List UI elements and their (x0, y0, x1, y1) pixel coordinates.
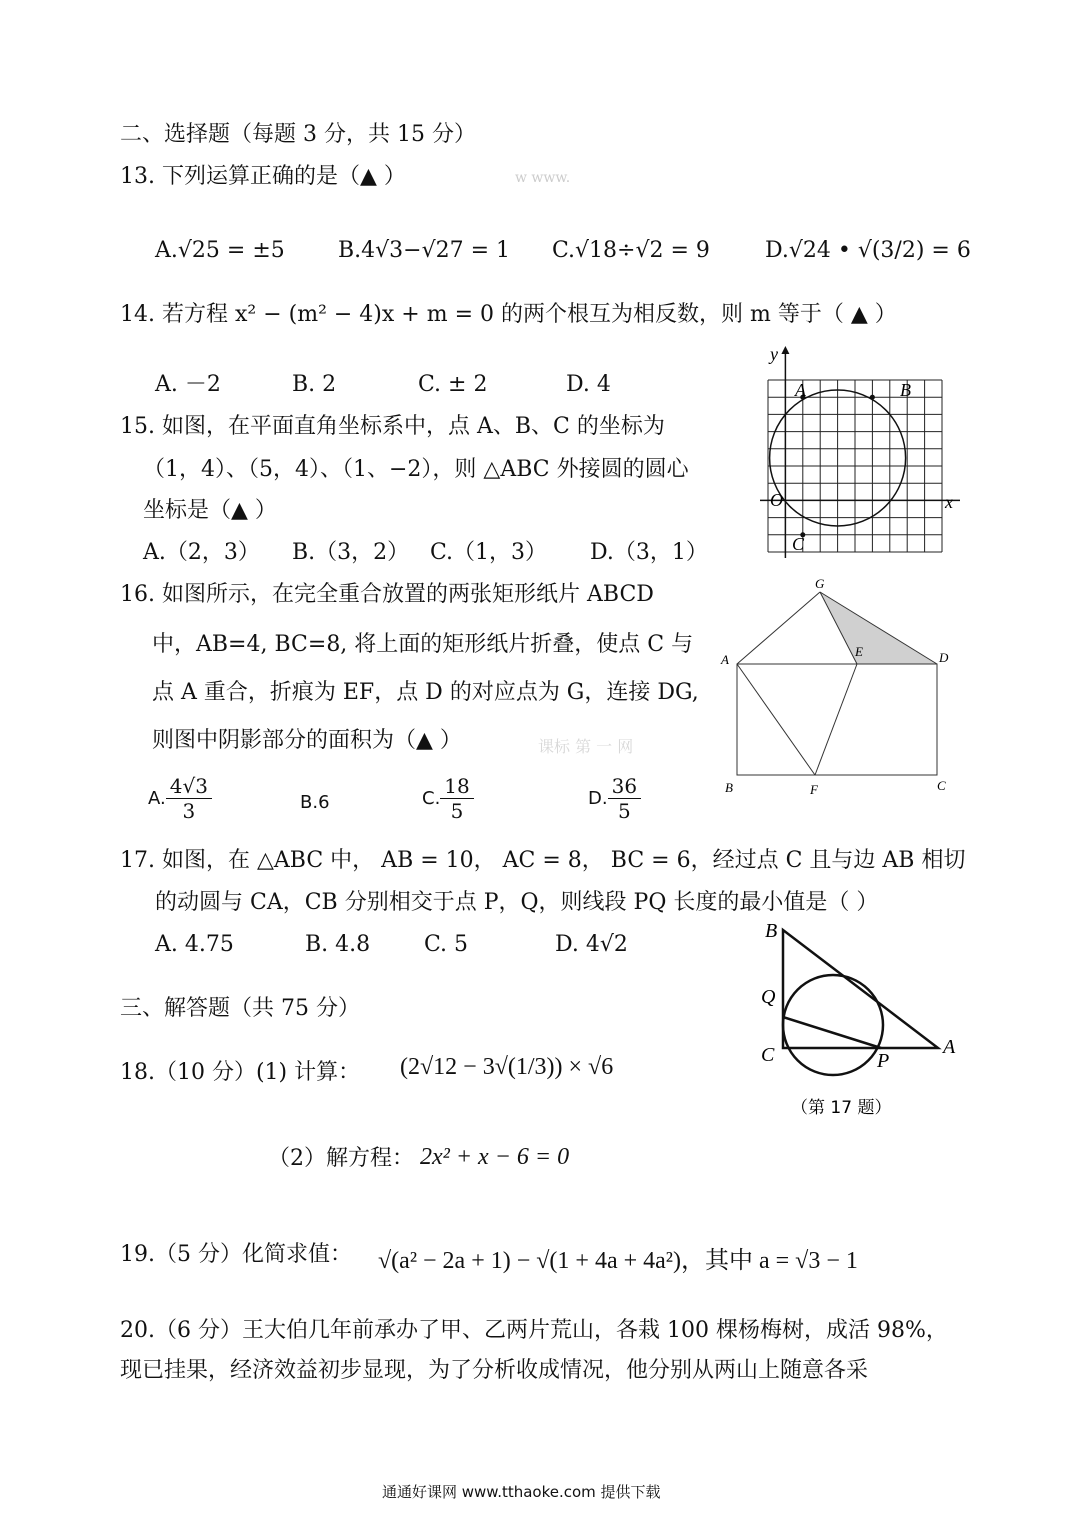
question-16-figure (715, 572, 960, 802)
option-letter: B. (300, 792, 319, 813)
question-17-option-a: A. 4.75 (155, 932, 234, 957)
question-16-option-d (588, 774, 641, 823)
label-p: P (877, 1050, 890, 1072)
question-13-option-d: D.√24 • √(3/2) = 6 (765, 238, 971, 263)
question-18-part-1: 18.（10 分）(1) 计算： (120, 1060, 361, 1085)
question-16-line-1: 16. 如图所示，在完全重合放置的两张矩形纸片 ABCD (120, 582, 654, 607)
page-footer: 通通好课网 www.tthaoke.com 提供下载 (382, 1483, 661, 1501)
label-o: O (770, 490, 783, 510)
question-13-option-a: A.√25 = ±5 (155, 238, 285, 263)
question-18-part-2: （2）解方程： (268, 1146, 414, 1171)
question-13-option-c: C.√18÷√2 = 9 (552, 238, 710, 263)
section-title-choice: 二、选择题（每题 3 分，共 15 分） (120, 122, 476, 147)
fraction-denominator: 5 (450, 799, 464, 823)
label-q: Q (761, 986, 776, 1008)
question-15-option-a: A.（2，3） (143, 540, 260, 565)
question-15-line-3: 坐标是（▲ ） (143, 498, 277, 523)
question-14-option-d: D. 4 (566, 372, 611, 397)
fraction-numerator: 36 (608, 774, 641, 799)
question-17-option-c: C. 5 (424, 932, 469, 957)
label-g: G (815, 576, 825, 591)
label-x: x (945, 492, 953, 512)
question-16-option-a (148, 774, 212, 823)
question-14-stem: 14. 若方程 x² − (m² − 4)x + m = 0 的两个根互为相反数，则 m 等于（ ▲ ） (120, 302, 897, 327)
question-16-option-b (300, 792, 330, 813)
question-16-line-3: 点 A 重合，折痕为 EF，点 D 的对应点为 G，连接 DG, (152, 680, 699, 705)
label-c: C (937, 778, 946, 793)
option-letter: A. (148, 788, 166, 809)
watermark-text: w www. (515, 170, 571, 186)
question-16-line-2: 中，AB=4, BC=8, 将上面的矩形纸片折叠，使点 C 与 (152, 632, 694, 657)
question-16-option-c (422, 774, 474, 823)
watermark-text: 课标 第 一 网 (538, 737, 634, 756)
question-17-line-2: 的动圆与 CA，CB 分别相交于点 P，Q，则线段 PQ 长度的最小值是（ ） (155, 890, 879, 915)
question-16-line-4: 则图中阴影部分的面积为（▲ ） (152, 728, 462, 753)
segment-pq (783, 1017, 881, 1048)
label-c: C (792, 534, 805, 554)
question-17-line-1: 17. 如图，在 △ABC 中， AB = 10， AC = 8， BC = 6，经过点 C 且与边 AB 相切 (120, 848, 966, 873)
label-b: B (765, 920, 778, 942)
question-20-line-2: 现已挂果，经济效益初步显现，为了分析收成情况，他分别从两山上随意各采 (120, 1358, 869, 1383)
label-a: A (795, 380, 806, 400)
fraction-numerator: 4√3 (166, 774, 212, 799)
segment-ag (737, 592, 820, 664)
option-letter: C. (422, 788, 441, 809)
segment-af (737, 664, 815, 775)
label-y: y (770, 344, 778, 364)
label-b: B (725, 780, 733, 795)
question-15-option-d: D.（3，1） (590, 540, 708, 565)
question-17-option-d: D. 4√2 (555, 932, 628, 957)
triangle-abc (783, 930, 938, 1048)
figure-caption: （第 17 题） (791, 1098, 892, 1118)
question-20-line-1: 20.（6 分）王大伯几年前承办了甲、乙两片荒山，各栽 100 棵杨梅树，成活 98%， (120, 1318, 948, 1343)
question-13-stem: 13. 下列运算正确的是（▲ ） (120, 164, 406, 189)
question-18-expression-2: 2x² + x − 6 = 0 (420, 1144, 570, 1170)
option-value: 6 (318, 792, 330, 813)
point-b (870, 395, 875, 400)
question-19-expression: √(a² − 2a + 1) − √(1 + 4a + 4a²)，其中 a = √3 − 1 (378, 1248, 858, 1274)
question-15-figure (750, 340, 970, 560)
section-title-answer: 三、解答题（共 75 分） (120, 996, 360, 1021)
y-axis-arrow (781, 346, 789, 354)
label-a: A (943, 1036, 956, 1058)
question-19-label: 19.（5 分）化简求值： (120, 1242, 352, 1267)
fraction-denominator: 5 (617, 799, 631, 823)
label-a: A (721, 652, 729, 667)
question-18-expression-1: (2√12 − 3√(1/3)) × √6 (400, 1054, 614, 1080)
label-f: F (810, 782, 818, 797)
question-13-option-b: B.4√3−√27 = 1 (338, 238, 511, 263)
question-15-option-c: C.（1，3） (430, 540, 548, 565)
fraction-denominator: 3 (182, 799, 196, 823)
question-14-option-a: A. －2 (155, 372, 221, 397)
question-14-option-b: B. 2 (292, 372, 337, 397)
question-15-line-1: 15. 如图，在平面直角坐标系中，点 A、B、C 的坐标为 (120, 414, 665, 439)
fraction-numerator: 18 (440, 774, 473, 799)
label-e: E (855, 644, 863, 659)
question-17-option-b: B. 4.8 (305, 932, 371, 957)
question-15-option-b: B.（3，2） (292, 540, 410, 565)
question-14-option-c: C. ± 2 (418, 372, 488, 397)
label-c: C (761, 1044, 775, 1066)
segment-ef (815, 664, 857, 775)
question-17-figure (755, 915, 970, 1125)
rectangle-abcd (737, 664, 937, 775)
option-letter: D. (588, 788, 608, 809)
label-d: D (939, 650, 949, 665)
question-15-line-2: （1，4）、（5，4）、（1、−2），则 △ABC 外接圆的圆心 (143, 457, 689, 482)
label-b: B (900, 380, 911, 400)
moving-circle (783, 975, 883, 1075)
